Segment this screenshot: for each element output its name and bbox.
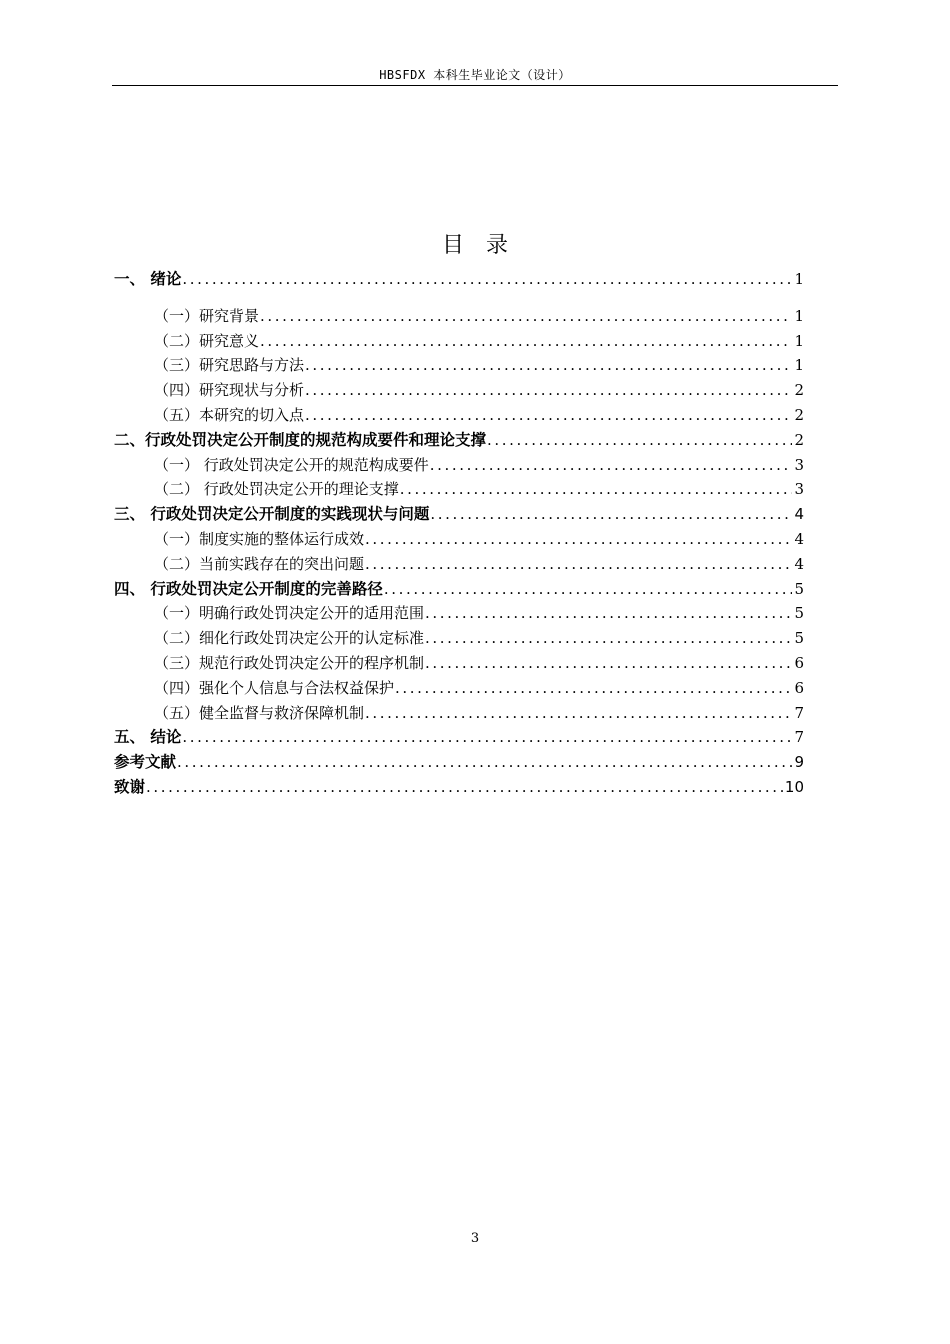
toc-title-char-2: 录 <box>486 233 509 258</box>
toc-leader-dots <box>394 676 792 701</box>
toc-entry-page: 2 <box>794 405 804 424</box>
page-number: 3 <box>470 1231 480 1246</box>
toc-entry-label: 致谢 <box>114 777 146 796</box>
toc-entry[interactable] <box>114 353 804 378</box>
toc-entry-label: （二）细化行政处罚决定公开的认定标准 <box>154 629 425 648</box>
toc-entry[interactable] <box>114 304 804 329</box>
toc-leader-dots <box>304 378 792 403</box>
toc-entry-label: 参考文献 <box>114 753 177 772</box>
toc-entry-page: 4 <box>794 554 804 573</box>
toc-entry-label: 五、 结论 <box>114 728 182 747</box>
toc-entry-label: （二） 行政处罚决定公开的理论支撑 <box>154 480 399 499</box>
toc-entry[interactable] <box>114 428 804 453</box>
toc-entry-page: 9 <box>794 753 804 772</box>
toc-entry-page: 6 <box>794 678 804 697</box>
toc-leader-dots <box>364 552 792 577</box>
toc-entry-page: 6 <box>794 653 804 672</box>
toc-leader-dots <box>145 775 783 800</box>
toc-leader-dots <box>429 502 792 527</box>
toc-entry[interactable] <box>114 329 804 354</box>
toc-title-char-1: 目 <box>441 233 464 258</box>
running-header: HBSFDX 本科生毕业论文（设计） <box>379 68 571 82</box>
toc-entry[interactable] <box>114 378 804 403</box>
toc-entry-label: （三）研究思路与方法 <box>154 356 305 375</box>
toc-leader-dots <box>364 701 792 726</box>
header-rule <box>112 85 838 86</box>
toc-leader-dots <box>304 353 792 378</box>
toc-entry[interactable] <box>114 267 804 292</box>
toc-entry[interactable] <box>114 403 804 428</box>
toc-entry-label: 一、 绪论 <box>114 270 182 288</box>
toc-entry-label: （三）规范行政处罚决定公开的程序机制 <box>154 653 425 672</box>
toc-entry[interactable] <box>114 701 804 726</box>
toc-entry-label: 四、 行政处罚决定公开制度的完善路径 <box>114 579 383 598</box>
toc-leader-dots <box>181 267 792 292</box>
toc-entry-label: 三、 行政处罚决定公开制度的实践现状与问题 <box>114 505 430 524</box>
toc-entry[interactable] <box>114 775 804 800</box>
toc-entry[interactable] <box>114 477 804 502</box>
toc-entry-page: 3 <box>794 455 804 474</box>
toc-entry[interactable] <box>114 750 804 775</box>
toc-leader-dots <box>364 527 792 552</box>
toc-entry-label: （五）本研究的切入点 <box>154 405 305 424</box>
toc-entry-label: （一）明确行政处罚决定公开的适用范围 <box>154 604 425 623</box>
toc-entry-page: 3 <box>794 480 804 499</box>
toc-entry-page: 5 <box>794 579 804 598</box>
toc-entry-label: （四）强化个人信息与合法权益保护 <box>154 678 395 697</box>
toc-entry-label: （一）研究背景 <box>154 306 260 325</box>
toc-leader-dots <box>259 304 792 329</box>
toc-entry-label: （一） 行政处罚决定公开的规范构成要件 <box>154 455 429 474</box>
toc-leader-dots <box>176 750 792 775</box>
toc-leader-dots <box>424 651 792 676</box>
toc-entry-label: 二、行政处罚决定公开制度的规范构成要件和理论支撑 <box>114 430 487 449</box>
toc-entry[interactable] <box>114 552 804 577</box>
toc-entry[interactable] <box>114 527 804 552</box>
toc-leader-dots <box>259 329 792 354</box>
toc-entry[interactable] <box>114 601 804 626</box>
toc-entry-page: 1 <box>794 270 804 288</box>
toc-leader-dots <box>424 601 792 626</box>
toc-entry[interactable] <box>114 453 804 478</box>
toc-entry-page: 2 <box>794 430 804 449</box>
toc-leader-dots <box>424 626 792 651</box>
toc-leader-dots <box>399 477 793 502</box>
toc-leader-dots <box>383 577 793 602</box>
toc-entry[interactable] <box>114 626 804 651</box>
toc-entry-page: 10 <box>784 777 804 796</box>
toc-entry[interactable] <box>114 676 804 701</box>
toc-entry-page: 1 <box>794 306 804 325</box>
toc-entry[interactable] <box>114 651 804 676</box>
toc-leader-dots <box>486 428 792 453</box>
toc-entry-page: 1 <box>794 356 804 375</box>
toc-entry-page: 5 <box>794 604 804 623</box>
toc-entry-label: （二）当前实践存在的突出问题 <box>154 554 365 573</box>
toc-leader-dots <box>429 453 793 478</box>
toc-entry-label: （二）研究意义 <box>154 331 260 350</box>
toc-entry[interactable] <box>114 725 804 750</box>
toc-entry-page: 4 <box>794 505 804 524</box>
toc-entry-page: 2 <box>794 381 804 400</box>
toc-leader-dots <box>304 403 792 428</box>
toc-entry-label: （一）制度实施的整体运行成效 <box>154 529 365 548</box>
toc-entry-page: 7 <box>794 728 804 747</box>
toc-title <box>0 228 950 259</box>
toc-entry-label: （五）健全监督与救济保障机制 <box>154 703 365 722</box>
toc-entry-page: 1 <box>794 331 804 350</box>
toc-entry-page: 5 <box>794 629 804 648</box>
toc-entry[interactable] <box>114 577 804 602</box>
toc-leader-dots <box>181 725 792 750</box>
toc-entry-label: （四）研究现状与分析 <box>154 381 305 400</box>
toc-entry-page: 7 <box>794 703 804 722</box>
table-of-contents <box>114 267 804 800</box>
toc-entry[interactable] <box>114 502 804 527</box>
toc-entry-page: 4 <box>794 529 804 548</box>
